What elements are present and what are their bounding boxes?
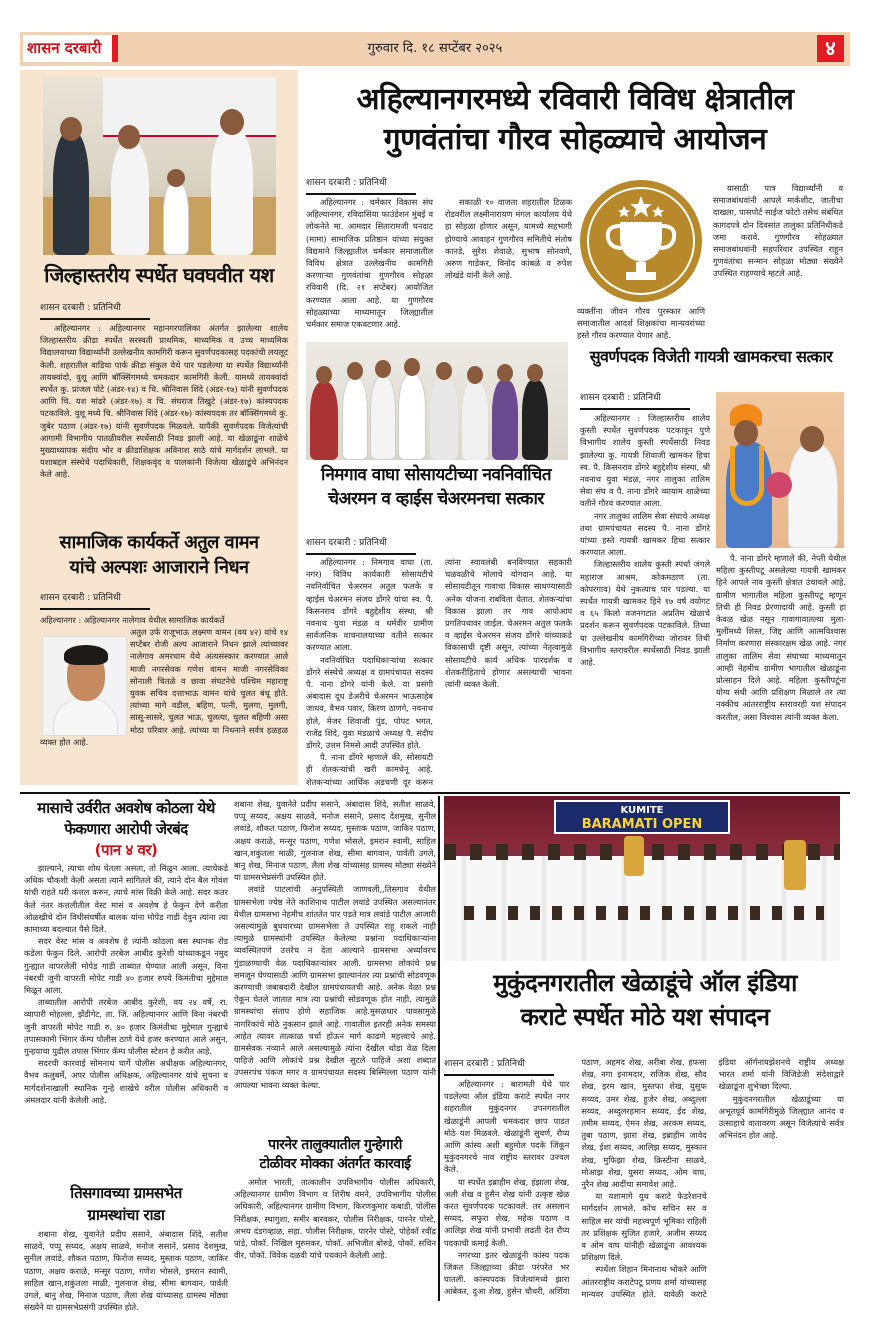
paragraph: अमोल भारती, तात्कालीन उपविभागीय पोलीस अधिकारी, अहिल्यानगर ग्रामीण विभाग व शिरीष वमने, उपविभागीय पोलीस अधिकारी, अहिल्यानगर ग्रामीण विभाग, किरणकुमार कबाडी, पोलीस निरीक्षक, स्थागुशा, समीर बारवकर, पोलीस निरीक्षक, पारनेर पोस्टे, अभय दंडगव्हाळ, सहा. पोलीस निरीक्षक, पारनेर पोस्टे, पोहेकॉ रवींद्र पांडे, पोकॉ. निखिल मुरुमकर, पोकॉ. अभिजीत बोरुडे, पोकॉ. सचिन वीर, पोकॉ. विवेक दळवी यांचे पथकाने केलेली आहे. <box>234 1177 436 1261</box>
paragraph: अहिल्यानगर : जिल्हास्तरीय शालेय कुस्ती स्पर्धेत सुवर्णपदक पटकावून पुणे विभागीय शालेय कुस्ती स्पर्धेसाठी निवड झालेल्या कु. गायत्री शिवाजी खामकर हिचा स्व. पै. किसनराव डोंगरे बहुद्देशीय संस्था, श्री नवनाथ युवा मंडळ, नगर तालुका तालिम सेवा संघ व पै. नाना डोंगरे व्यायाम शाळेच्या वतीने गौरव करण्यात आला. <box>580 413 710 509</box>
karate-team-photo <box>444 796 840 961</box>
masthead <box>20 32 850 66</box>
trophy-icon <box>580 180 702 302</box>
person-figure <box>111 142 149 255</box>
bouquet <box>766 472 792 498</box>
person-head <box>527 364 543 382</box>
person-figure <box>163 182 189 255</box>
obituary-headline-line2: यांचे अल्पशः आजाराने निधन <box>69 557 249 578</box>
byline-spacer <box>444 1056 569 1078</box>
paragraph: सदर वेस्ट मांस व अवशेष हे त्यांनी कोठला बस स्थानक रोड कडेला फेकुन दिले. आरोपी तरबेज आबीद कुरेशी यांच्याकडून नमुद गुन्ह्यात वापरलेली मोपेड गाडी ताब्यात घेण्यात आली असून, विना नंबरची जुनी वापरती मोपेट गाडी ४० हजार रुपये किमंतीचा मुद्देमाल मिळून आला. <box>24 936 228 996</box>
district-byline: शासन दरबारी : प्रतिनिधी <box>40 300 150 320</box>
paragraph: अहिल्यानगर : अहिल्यानगर महानगरपालिका अंतर्गत झालेल्या शालेय जिल्हास्तरीय क्रीडा स्पर्धेत सरस्वती प्राथमिक, माध्यमिक व उच्च माध्यमिक विद्यालयाच्या विद्यार्थ्यांनी उल्लेखनीय कामगिरी करून सुवर्णपदकासह पदकांची लयलूट केली. शहरातील वाडिया पार्क क्रीडा संकुल येथे पार पडलेल्या या स्पर्धेत विद्यार्थ्यांनी तायक्वांदो, वुशू आणि बॉक्सिंगमध्ये चमकदार कामगिरी केली. यामध्ये तायक्वांदो स्पर्धेत कु. प्रांजल पोटे (अंडर-१४) व चि. श्रीनिवास शिंदे (अंडर-१७) यांनी सुवर्णपदक आणि चि. यश मांढरे (अंडर-१७) व चि. संघराज तिखुटे (अंडर-१७) कांस्यपदक पटकाविले. वुशू मध्ये चि. श्रीनिवास शिंदे (अंडर-१७) कांस्यपदक तर बॉक्सिंगमध्ये कु. जुबेर पठाण (अंडर-१७) यांनी सुवर्णपदक मिळवले. यापैकी सुवर्णपदक विजेत्यांची आगामी विभागीय पातळीवरील स्पर्धेसाठी निवड झाली आहे. या खेळाडूंना शाळेचे मुख्याध्यापक संदीप भोर व क्रीडाशिक्षक अविनाश साठे यांचे मार्गदर्शन लाभले. या यशाबद्दल संस्थेचे पदाधिकारी, शिक्षकवृंद व पालकांनी विजेत्या खेळाडूंचे अभिनंदन केले आहे. <box>40 323 288 480</box>
main-headline-line2: गुणवंतांचा गौरव सोहळ्याचे आयोजन <box>383 122 767 157</box>
paragraph: पै. नाना डोंगरे म्हणाले की, नेप्ती येथील महिला कुस्तीपटू असलेल्या गायत्री खामकर हिने आपले नाव कुस्ती क्षेत्रात उंचावले आहे. ग्रामीण भागातील महिला कुस्तीपटू म्हणून तिची ही निवड प्रेरणादायी आहे. कुस्ती हा केवळ खेळ नसून गावागावातल्या मुला-मुलींमध्ये शिस्त, जिद्द आणि आत्मविश्वास निर्माण करणारा संस्कारक्षम खेळ आहे. नगर तालुका तालिम सेवा संघाच्या माध्यमातून आम्ही नेहमीच ग्रामीण भागातील खेळाडूंना प्रोत्साहन दिले आहे. महिला कुस्तीपटूंना योग्य संधी आणि प्रशिक्षण मिळाले तर त्या नक्कीच आंतरराष्ट्रीय स्तरावरही यश संपादन करतील, असा विश्वास त्यांनी व्यक्त केला. <box>716 553 846 722</box>
page-number: ४ <box>817 35 844 62</box>
paragraph: ताब्यातील आरोपी तरबेज आबीद कुरेशी, वय २४ वर्षे, रा. व्यापारी मोहल्ला, झेंडीगेट, ता. जि. अहिल्यानगर आणि विना नंबरची जुनी वापरती मोपेट गाडी रु. ४० हजार किमंतीचा मुद्देमाल गुन्ह्याचे तपासकामी भिंगार कॅम्प पोलीस ठाणे येथे हजर करण्यात आले असुन, गुन्हयाचा पुढील तपास भिंगार कॅम्प पोलीस स्टेशन हे करीत आहे. <box>24 997 228 1057</box>
person-head <box>436 362 452 380</box>
society-headline <box>300 463 572 511</box>
karate-headline-line1: मुकुंदनगरातील खेळाडूंचे ऑल इंडिया <box>493 969 797 997</box>
main-headline <box>300 80 850 160</box>
paragraph: या यशामागे युथ कराटे फेडरेशनचे मार्गदर्शन लाभले. कोच सचिन सर व साहिल सर यांची महत्त्वपूर्ण भूमिका राहिली तर प्रशिक्षक सुजित हजारे, अजीम सय्यद व ओम वाघ यांनीही खेळाडूंना आवश्यक प्रशिक्षण दिले. <box>581 1191 707 1263</box>
obituary-lead: अहिल्यानगर : अहिल्यानगर नालेगाव येथील सामाजिक कार्यकर्ते <box>40 615 225 625</box>
gramsabha-body-col2 <box>234 798 436 1138</box>
banner-main-text: BARAMATI OPEN <box>581 817 703 832</box>
gramsabha-headline <box>20 1182 232 1226</box>
paragraph: अतुल उर्फ राजूभाऊ लक्ष्मण वामन (वय ४२) यांचे १४ सप्टेंबर रोजी अल्प आजाराने निधन झाले त्यांच्यावर नालेगाव अमरधाम येथे अंत्यसंस्कार करण्यात आले माजी नगरसेवक गणेश वामन माजी नगरसेविका सोनाली चितळे व छावा संघटनेचे पश्चिम महाराष्ट्र युवक सचिव दत्ताभाऊ वामन यांचे चुलत बंधू होते. त्यांच्या मागे वडील, बहिण, पत्नी, मुलगा, मुलगी, सासू-सासरे, चुलत भाऊ, चुलत्या, चुलत बहिणी असा मोठा परिवार आहे. त्यांच्या या निधनाने सर्वत्र हळहळ व्यक्त होत आहे. <box>40 627 288 747</box>
paragraph: यासाठी पात्र विद्यार्थ्यांनी व समाजबांधवांनी आपले मार्कशीट, जातीचा दाखला, पासपोर्ट साईज फोटो तसेच संबंधित कागदपत्रे दोन दिवसांत तालुका प्रतिनिधीकडे जमा करावे. गुणगौरव सोहळ्यात समाजबांधवांनी सहपरिवार उपस्थित राहून गुणवंतांचा सन्मान सोहळा मोठ्या संख्येने उपस्थित राहण्याचे म्हटले आहे. <box>713 183 843 279</box>
trophy-cup-glyph <box>580 180 702 302</box>
main-body-col3 <box>577 305 705 342</box>
paragraph: झाल्याने, त्याचा शोध घेतला असता, तो मिळुन आला. त्याचेकडे अधिक चौकशी केली असता त्याने सांगितले की, त्याने दोन बैल गोवंश यांची राहते घरी कत्तल करुन, त्याचे मांस विक्री केले आहे. सदर कतर केले नंतर कत्तलीतील वेस्ट मासं व अवशेष हे फेकुन देणे करीता ओळखीचे दोन विधीसंघर्षीत बालक यांना मोपेड गाडी देवुन त्यांना त्या कामाच्या बदल्यात पैसे दिले. <box>24 863 228 935</box>
person-head <box>404 358 420 376</box>
parner-headline <box>234 1136 436 1174</box>
main-body <box>306 196 572 332</box>
person-figure <box>522 380 548 460</box>
person-head <box>497 364 513 382</box>
obituary-byline: शासन दरबारी : प्रतिनिधी <box>40 590 150 610</box>
crime-headline-line1: मासाचे उर्वरीत अवशेष कोठला येथे <box>37 799 215 817</box>
karate-body <box>444 1056 844 1306</box>
banner-top-text: KUMITE <box>620 805 664 816</box>
person-head <box>347 362 363 380</box>
column-divider <box>438 796 440 1301</box>
district-headline: जिल्हास्तरीय स्पर्धेत घवघवीत यश <box>44 263 274 287</box>
issue-date: गुरुवार दि. १८ सप्टेंबर २०२५ <box>367 41 503 56</box>
district-body <box>40 322 288 481</box>
gold-body-col2 <box>716 552 846 723</box>
logo-text: शासन दरबारी <box>27 39 102 57</box>
main-body-col4 <box>713 182 843 280</box>
paragraph: पै. नाना डोंगरे म्हणाले की, सोसायटी ही शेतकऱ्यांची खरी कामधेनू आहे. शेतकऱ्यांच्या आर्थिक अडचणी दूर करून त्यांना स्वावलंबी बनविण्यात सहकारी चळवळीचे मोलाचे योगदान आहे. या सोसायटीतून गावाचा विकास साधण्यासाठी अनेक योजना राबविता येतात. शेतकऱ्यांचा विकास झाला तर गाव आपोआप प्रगतिपथावर जाईल. चेअरमन अतुल फलके व व्हाईस चेअरमन संजय डोंगरे यांच्याकडे विकासाची दृष्टी असून, त्यांच्या नेतृत्वामुळे सोसायटीचे कार्य अधिक पारदर्शक व शेतकरीहिताचे होणार असल्याची भावना त्यांनी व्यक्त केली. <box>306 557 572 787</box>
section-divider <box>20 792 850 794</box>
society-headline-line1: निमगाव वाघा सोसायटीच्या नवनिर्वाचित <box>320 465 552 485</box>
paragraph: नगर तालुका तालिम सेवा संघाचे अध्यक्ष तथा ग्रामपंचायत सदस्य पै. नाना डोंगरे यांच्या हस्ते गायत्री खामकर हिचा सत्कार करण्यात आला. <box>580 510 710 558</box>
gold-headline: सुवर्णपदक विजेती गायत्री खामकरचा सत्कार <box>589 347 833 366</box>
person-figure <box>342 377 368 460</box>
paragraph: शबाना शेख, युवानेते प्रदीप ससाने, अंबादास शिंदे, सतीश साळवे, पप्पू सय्यद, अक्षय साळवे, मनोज ससाने, प्रसाद देशमुख, सुनील लवांडे, शौकत पठाण, फिरोज सय्यद, मुस्ताक पठाण, जाकिर पठाण, अक्षय कराळे, मन्सूर पठाण, गणेश भोसले, इमरान स्वामी, साहिल खान,शकुंतला माळी, गुलनाज शेख, सीमा बागवान, पार्वती उगले, बानु शेख, मिनाज पठाण, लैला शेख यांच्यासह ग्रामस्थ मोठ्या संख्येने या ग्रामसभेप्रसंगी उपस्थित होते. <box>234 799 436 883</box>
paragraph: नवनिर्वाचित पदाधिकाऱ्यांचा सत्कार डोंगरे संस्थेचे अध्यक्ष व ग्रामपंचायत सदस्य पै. नाना डोंगरे यांनी केले. या प्रसंगी अंबादास दूध डेअरीचे चेअरमन भाऊसाहेब जाधव, वैभव पवार, किरण ठाणगे, नवनाथ होले, मेजर शिवाजी पुंड, पोपट भगत, राजेंद्र शिंदे, युवा मंडळाचे अध्यक्ष पै. संदीप डोंगरे, उत्तम निमसे आदी उपस्थित होते. <box>306 654 433 751</box>
society-felicitation-photo <box>306 342 568 460</box>
parner-headline-line2: टोळीवर मोक्का अंतर्गत कारवाई <box>259 1156 411 1172</box>
person-head <box>316 366 332 384</box>
society-body <box>306 556 572 788</box>
main-byline: शासन दरबारी : प्रतिनिधी <box>306 175 416 195</box>
trophy <box>784 840 806 890</box>
paragraph: अहिल्यानगर : निमगाव वाघा (ता. नगर) विविध कार्यकारी सोसायटीचे नवनिर्वाचित चेअरमन अतुल फलके व व्हाईस चेअरमन संजय डोंगरे यांचा स्व. पै. किसनराव डोंगरे बहुद्देशीय संस्था, श्री नवनाथ युवा मंडळ व धर्मवीर ग्रामीण सार्वजनिक वाचनालयाच्या वतीने सत्कार करण्यात आला. <box>306 557 433 653</box>
obituary-headline <box>20 530 298 580</box>
person-figure <box>53 132 89 255</box>
gold-body-col1 <box>580 412 710 788</box>
person-figure <box>430 378 458 460</box>
paragraph: शबाना शेख, युवानेते प्रदीप ससाने, अंबादास शिंदे, सतीश साळवे, पप्पू सय्यद, अक्षय साळवे, मनोज ससाने, प्रसाद देशमुख, सुनील लवांडे, शौकत पठाण, फिरोज सय्यद, मुस्ताक पठाण, जाकिर पठाण, अक्षय कराळे, मन्सूर पठाण, गणेश भोसले, इमरान स्वामी, साहिल खान,शकुंतला माळी, गुलनाज शेख, सीमा बागवान, पार्वती उगले, बानु शेख, मिनाज पठाण, लैला शेख यांच्यासह ग्रामस्थ मोठ्या संख्येने या ग्रामसभेप्रसंगी उपस्थित होते. <box>24 1229 228 1313</box>
person-figure <box>788 444 838 548</box>
society-headline-line2: चेअरमन व व्हाईस चेअरमनचा सत्कार <box>328 489 544 509</box>
paragraph: सकाळी १० वाजता शहरातील टिळक रोडवरील लक्ष्मीनारायण मंगल कार्यालय येथे हा सोहळा होणार असून, यामध्ये सहभागी होण्याचे आवाहन गुणगौरव समितीचे संतोष कानडे, सुरेश शेवाळे, सुभाष सोनवणे, अरुण गाडेकर, विनोद कांबळे व रुपेश लोखंडे यांनी केले आहे. <box>445 197 572 281</box>
paragraph: जिल्हास्तरीय शालेय कुस्ती स्पर्धा जंगले महाराज आश्रम, कोकमठाण (ता. कोपरगाव) येथे नुकत्याच पार पडल्या. या स्पर्धेत गायत्री खामकर हिने १७ वर्ष वयोगट व ६५ किलो वजनगटात अप्रतिम खेळाचे प्रदर्शन करून सुवर्णपदक पटकाविले. तिच्या या उल्लेखनीय कामगिरीच्या जोरावर तिची विभागीय स्तरावरील स्पर्धेसाठी निवड झाली आहे. <box>580 559 710 668</box>
paragraph: या स्पर्धेत इब्राहीम शेख, हंझाला शेख, अली शेख व हुसैन शेख यांनी उत्कृष्ट खेळ करत सुवर्णपदक पटकावले. तर असलान सय्यद, सफुरा शेख, महेक पठाण व आलिझ शेख यांनी प्रभावी लढती देत रौप्य पदकाची कमाई केली. <box>444 1176 570 1248</box>
garland <box>730 446 764 506</box>
karate-headline <box>440 966 850 1034</box>
crime-headline <box>20 798 232 861</box>
person-figure <box>462 382 488 460</box>
person-head <box>734 420 758 446</box>
paragraph: लवांडे पाटलांची अनुपस्थिती जाणवली,,तिसगाव येथील ग्रामसभेला ज्येष्ठ नेते काशिनाथ पाटील लवांडे उपस्थित असल्यानंतर येथील ग्रामसभा नेहमीच शांततेत पार पडते मात्र लवांडे पाटील आजारी असल्यामुळे बुधवारच्या ग्रामसभेला ते उपस्थित राहू शकले नाही त्यामुळे ग्रामस्थांनी उपस्थित केलेल्या प्रश्नांना पदाधिकाऱ्यांना व्यवस्थितपणे उत्तरेच न देता आल्याने ग्रामसभा अर्ध्यावरच गुंडाळण्याची वेळ पदाधिकाऱ्यांवर आली. ग्रामसभा लोकांचे प्रश्न समजून घेण्यासाठी आणि ग्रामसभा झाल्यानंतर त्या प्रश्नांची सोडवणूक करण्याची जबाबदारी देखील ग्रामपंचायतची आहे. अनेक वेळा प्रश्न ऐकून घेतले जातात मात्र त्या प्रश्नांची सोडवणूक होत नाही. त्यामुळे ग्रामस्थांचा संताप होणे सहाजिक आहे.मुसळधार पावसामुळे नागरिकांचे मोठे नुकसान झाले आहे. गावातील इतरही अनेक समस्या आहेत त्यावर तात्काळ चर्चा होऊन मार्ग काढणे महत्त्वाचे आहे. ग्रामसेवक नव्याने आले असल्यामुळे त्यांना देखील थोडा वेळ दिला पाहिजे आणि लोकांचे प्रश्न देखील सुटले पाहिजे अशा शब्दात उपसरपंच पंकज मगर व ग्रामपंचायत सदस्य बिस्मिल्ला पठाण यांनी आपल्या भावना व्यक्त केल्या. <box>234 884 436 1090</box>
person-head <box>167 169 185 187</box>
paragraph: व्यक्तींना जीवन गौरव पुरस्कार आणि समाजातील आदर्श शिक्षकांचा मान्यवरांच्या हस्ते गौरव करण्यात येणार आहे. <box>577 306 705 341</box>
karate-byline: शासन दरबारी : प्रतिनिधी <box>444 1056 554 1076</box>
event-banner <box>554 800 730 834</box>
trophy <box>624 836 644 876</box>
person-head <box>800 426 824 452</box>
crime-body <box>24 862 228 1106</box>
newspaper-logo <box>23 35 118 62</box>
main-headline-line1: अहिल्यानगरमध्ये रविवारी विविध क्षेत्रातील <box>356 82 794 117</box>
obituary-body <box>40 626 288 748</box>
gramsabha-headline-line1: तिसगावच्या ग्रामसभेत <box>70 1184 182 1202</box>
paragraph: सदरची कारवाई सोमनाथ घार्गे पोलीस अधीक्षक अहिल्यानगर, वैभव कलुबर्मे, अपर पोलीस अधिक्षक, अहिल्यानगर यांचे सुचना व मार्गदर्शनाखाली स्थानिक गुन्हे शाखेचे वरील पोलीस अधिकारी व अंमलदार यांनी केलेली आहे. <box>24 1058 228 1105</box>
gold-byline: शासन दरबारी : प्रतिनिधी <box>580 390 690 410</box>
crime-headline-line2: फेकणारा आरोपी जेरबंद <box>64 820 188 838</box>
person-head <box>375 360 391 378</box>
gold-felicitation-photo <box>716 392 844 548</box>
person-head <box>220 109 244 135</box>
gramsabha-headline-line2: ग्रामस्थांचा राडा <box>87 1206 165 1224</box>
person-figure <box>370 376 396 460</box>
district-award-photo <box>43 77 276 255</box>
continued-marker: (पान ४ वर) <box>94 841 158 859</box>
obituary-headline-line1: सामाजिक कार्यकर्ते अतुल वामन <box>59 532 259 553</box>
photo-wrap-spacer <box>40 626 130 734</box>
person-figure <box>492 380 518 460</box>
parner-body <box>234 1176 436 1261</box>
person-head <box>118 125 140 149</box>
society-byline: शासन दरबारी : प्रतिनिधी <box>306 535 416 555</box>
person-figure <box>211 127 253 255</box>
person-head <box>60 117 82 141</box>
person-figure <box>398 374 426 460</box>
paragraph: स्पर्धेला शिहान मिनानाथ भोकरे आणि आंतरराष्ट्रीय कराटेपटू प्रणय शर्मा यांच्यासह मान्यवर उपस्थित होते. यावेळी कराटे इंडिया ऑर्गनायझेशनचे राष्ट्रीय अध्यक्ष भारत शर्मा यांनी विजिडेजी संदेशाद्वारे खेळाडूंना शुभेच्छा दिल्या. <box>581 1057 844 1299</box>
front-row-heads <box>464 906 824 920</box>
paragraph: अहिल्यानगर : चर्मकार विकास संघ अहिल्यानगर, रविदासिया फाउंडेशन मुंबई व लोकनेते मा. आमदार सितारामजी घनदाट (मामा) सामाजिक प्रतिष्ठान यांच्या संयुक्त विद्यमाने जिल्ह्यातील चर्मकार समाजातील विविध क्षेत्रात उल्लेखनीय कामगिरी करणाऱ्या गुणवंतांचा गुणगौरव सोहळा रविवारी (दि. २१ सप्टेंबर) आयोजित करण्यात आला आहे. या गुणगौरव सोहळ्याच्या माध्यमातून जिल्ह्यातील चर्मकार समाज एकवटणार आहे. <box>306 197 433 330</box>
person-figure <box>310 382 338 460</box>
parner-headline-line1: पारनेर तालुक्यातील गुन्हेगारी <box>268 1137 402 1153</box>
paragraph: मुकुंदनगरातील खेळाडूंच्या या अभूतपूर्व कामगिरीमुळे जिल्ह्यात आनंद व उत्साहाचे वातावरण असून विजेत्यांचे सर्वत्र अभिनंदन होत आहे. <box>718 1093 844 1141</box>
paragraph: नगरच्या इतर खेळाडूंनी कांस्य पदक जिंकत जिल्ह्याच्या क्रीडा परंपरेत भर घातली. कांस्यपदक विजेत्यांमध्ये झारा आंबेकर, दुआ शेख, हुसेन चौधरी, अर्शिया पठाण, अहमद शेख, अरीबा शेख, हफसा शेख, नगा इनामदार, राजिक शेख, सौद शेख, इरम खान, मुस्तफा शेख, युसुफ सय्यद, उमर शेख, हुजेर शेख, अब्दुल्ला सय्यद, अब्दुलरहमान सय्यद, ईद शेख, तमीम सय्यद, ऐमन शेख, अरकम सय्यद, तुबा पठाण, झारा शेख, इब्राहीम जावेद शेख, ईशा सय्यद, आलिझ सय्यद, मुस्कान शेख, मुफिझा शेख, क्रिस्टीना साळवे, मोआझ शेख, युसरा सय्यद, ओम वाघ, नुरैन शेख आदींचा समावेश आहे. <box>444 1057 707 1297</box>
person-head <box>467 366 483 384</box>
gramsabha-body-col1 <box>24 1228 228 1316</box>
karate-headline-line2: कराटे स्पर्धेत मोठे यश संपादन <box>520 1003 770 1031</box>
paragraph: अहिल्यानगर : बारामती येथे पार पडलेल्या ऑल इंडिया कराटे स्पर्धेत नगर शहरातील मुकुंदनगर उपनगरातील खेळाडूंनी आपली चमकदार छाप पाडत मोठे यश मिळवले. खेळाडूंनी सुवर्ण, रौप्य आणि कांस्य अशी बहुमोल पदके जिंकून मुकुंदनगरचे नाव राष्ट्रीय स्तरावर उज्वल केले. <box>444 1079 570 1175</box>
